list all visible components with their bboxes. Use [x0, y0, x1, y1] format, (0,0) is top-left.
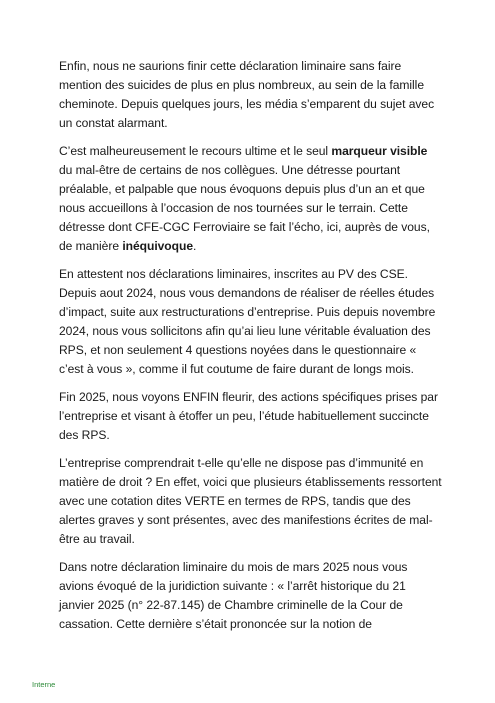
paragraph-fin-2025: Fin 2025, nous voyons ENFIN fleurir, des actions spécifiques prises par l’entreprise et visant à étoffer un peu, l’étude habituellement succincte des RPS. — [59, 390, 438, 442]
bold-inequivoque: inéquivoque — [122, 239, 194, 253]
paragraph-marqueur-visible: C’est malheureusement le recours ultime et le seul marqueur visible du mal-être de certains de nos collègues. Une détresse pourtant préalable, et palpable que nous évoquons depuis plus d’un an et que nous accueillons à l’occasion de nos tournées sur le terrain. Cette détresse dont CFE-CGC Ferroviaire se fait l’écho, ici, auprès de vous, de manière inéquivoque. — [59, 144, 430, 253]
document-body — [59, 57, 443, 643]
classification-label: Interne — [32, 680, 56, 689]
paragraph-suicides-intro: Enfin, nous ne saurions finir cette déclaration liminaire sans faire mention des suicides de plus en plus nombreux, au sein de la famille cheminote. Depuis quelques jours, les média s’emparent du sujet avec un constat alarmant. — [59, 59, 435, 130]
bold-marqueur-visible: marqueur visible — [331, 144, 428, 158]
paragraph-declarations-cse: En attestent nos déclarations liminaires, inscrites au PV des CSE. Depuis aout 2024, nous vous demandons de réaliser de réelles études d’impact, suite aux restructurations d’entreprise. Puis depuis novembre 2024, nous vous sollicitons afin qu’ai lieu lune véritable évaluation des RPS, et non seulement 4 questions noyées dans le questionnaire « c’est à vous », comme il fut coutume de faire durant de longs mois. — [59, 267, 436, 376]
paragraph-immunite-droit: L’entreprise comprendrait t-elle qu’elle ne dispose pas d’immunité en matière de droit ? En effet, voici que plusieurs établissements ressortent avec une cotation dites VERTE en termes de RPS, tandis que des alertes graves y sont présentes, avec des manifestions écrites de mal-être au travail. — [59, 456, 442, 546]
paragraph-juridiction-mars-2025: Dans notre déclaration liminaire du mois de mars 2025 nous vous avions évoqué de la juridiction suivante : « l’arrêt historique du 21 janvier 2025 (n° 22-87.145) de Chambre criminelle de la Cour de cassation. Cette dernière s’était prononcée sur la notion de — [59, 560, 408, 631]
